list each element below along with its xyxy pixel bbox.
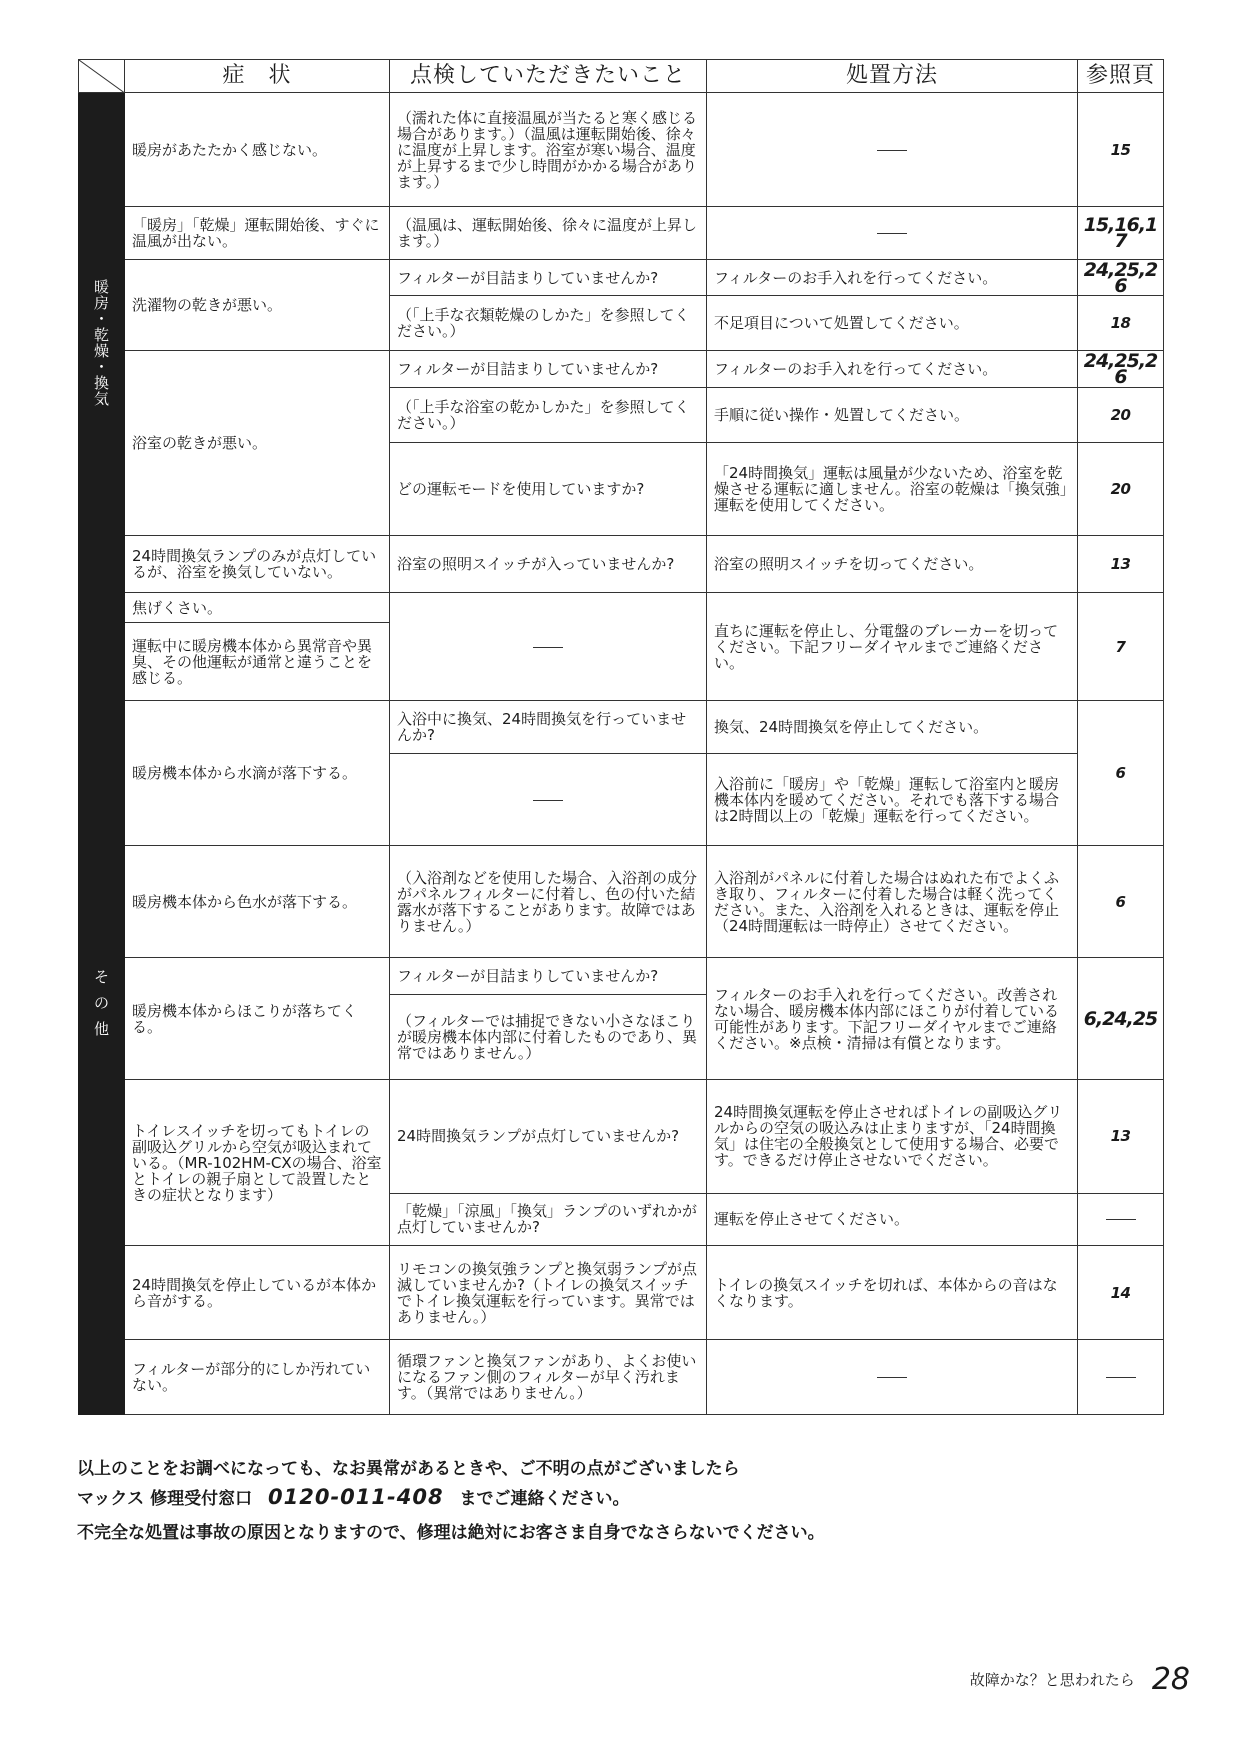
remedy-cell: 24時間換気運転を停止させればトイレの副吸込グリルからの空気の吸込みは止まりますが、「24時間換気」は住宅の全般換気として使用する場合、必要です。できるだけ停止させないでください。: [707, 1079, 1078, 1193]
ref-cell: 13: [1078, 535, 1164, 592]
remedy-cell: 「24時間換気」運転は風量が少ないため、浴室を乾燥させる運転に適しません。浴室の乾燥は「換気強」運転を使用してください。: [707, 442, 1078, 535]
table-row: [79, 592, 1164, 622]
check-cell: リモコンの換気強ランプと換気弱ランプが点滅していませんか?（トイレの換気スイッチでトイレ換気運転を行っています。異常ではありません。）: [390, 1246, 707, 1339]
page-number: 28: [1151, 1662, 1190, 1697]
remedy-cell: フィルターのお手入れを行ってください。改善されない場合、暖房機本体内部にほこりが付着している可能性があります。下記フリーダイヤルまでご連絡ください。※点検・清掃は有償となります。: [707, 958, 1078, 1080]
check-cell: （「上手な浴室の乾かしかた」を参照してください。）: [390, 387, 707, 442]
repair-desk-label: マックス 修理受付窓口: [77, 1489, 253, 1509]
symptom-cell: 24時間換気を停止しているが本体から音がする。: [125, 1246, 390, 1339]
ref-cell: 20: [1078, 387, 1164, 442]
footer-line-2: [77, 1484, 629, 1509]
ref-cell: 24,25,26: [1078, 259, 1164, 296]
header-ref: 参照頁: [1078, 60, 1164, 93]
check-cell: 浴室の照明スイッチが入っていませんか?: [390, 535, 707, 592]
remedy-cell: フィルターのお手入れを行ってください。: [707, 351, 1078, 388]
footer-line-1: 以上のことをお調べになっても、なお異常があるときや、ご不明の点がございましたら: [77, 1459, 740, 1479]
check-cell: （入浴剤などを使用した場合、入浴剤の成分がパネルフィルターに付着し、色の付いた結露水が落下することがあります。故障ではありません。）: [390, 846, 707, 958]
table-header-row: [79, 60, 1164, 93]
footer-line-3: 不完全な処置は事故の原因となりますので、修理は絶対にお客さま自身でなさらないでください。: [77, 1523, 825, 1543]
header-corner-cell: [79, 60, 125, 93]
remedy-cell: 手順に従い操作・処置してください。: [707, 387, 1078, 442]
ref-cell: 14: [1078, 1246, 1164, 1339]
category-heating: 暖 房 ・ 乾 燥 ・ 換 気: [79, 93, 125, 592]
remedy-none: [707, 207, 1078, 260]
check-cell: （温風は、運転開始後、徐々に温度が上昇します。）: [390, 207, 707, 260]
remedy-cell: 不足項目について処置してください。: [707, 296, 1078, 351]
table-row: [79, 351, 1164, 388]
ref-none: [1078, 1193, 1164, 1246]
remedy-none: [707, 93, 1078, 207]
ref-cell: 15,16,17: [1078, 207, 1164, 260]
contact-suffix: までご連絡ください。: [459, 1489, 630, 1509]
check-cell: （「上手な衣類乾燥のしかた」を参照してください。）: [390, 296, 707, 351]
remedy-cell: トイレの換気スイッチを切れば、本体からの音はなくなります。: [707, 1246, 1078, 1339]
remedy-cell: 換気、24時間換気を停止してください。: [707, 701, 1078, 754]
table-row: [79, 207, 1164, 260]
check-cell: フィルターが目詰まりしていませんか?: [390, 351, 707, 388]
symptom-cell: 暖房があたたかく感じない。: [125, 93, 390, 207]
table-row: [79, 701, 1164, 754]
ref-cell: 15: [1078, 93, 1164, 207]
category-other: そ の 他: [79, 592, 125, 1414]
table-row: [79, 93, 1164, 207]
table-row: [79, 535, 1164, 592]
dash-mark: [877, 150, 907, 151]
corner-diagonal: [79, 60, 124, 92]
symptom-cell: 暖房機本体から水滴が落下する。: [125, 701, 390, 846]
table-row: [79, 1339, 1164, 1414]
symptom-cell: 焦げくさい。: [125, 592, 390, 622]
section-title: 故障かな？と思われたら: [969, 1671, 1135, 1689]
ref-cell: 20: [1078, 442, 1164, 535]
check-cell: （フィルターでは捕捉できない小さなほこりが暖房機本体内部に付着したものであり、異常ではありません。）: [390, 994, 707, 1079]
ref-cell: 18: [1078, 296, 1164, 351]
ref-cell: 6,24,25: [1078, 958, 1164, 1080]
dash-mark: [877, 233, 907, 234]
remedy-cell: 入浴剤がパネルに付着した場合はぬれた布でよくふき取り、フィルターに付着した場合は軽く洗ってください。また、入浴剤を入れるときは、運転を停止（24時間運転は一時停止）させてください。: [707, 846, 1078, 958]
remedy-cell: 入浴前に「暖房」や「乾燥」運転して浴室内と暖房機本体内を暖めてください。それでも落下する場合は2時間以上の「乾燥」運転を行ってください。: [707, 754, 1078, 846]
table-row: [79, 846, 1164, 958]
check-cell: フィルターが目詰まりしていませんか?: [390, 259, 707, 296]
dash-mark: [1106, 1219, 1136, 1220]
symptom-cell: 運転中に暖房機本体から異常音や異臭、その他運転が通常と違うことを感じる。: [125, 623, 390, 701]
symptom-cell: フィルターが部分的にしか汚れていない。: [125, 1339, 390, 1414]
ref-cell: 7: [1078, 592, 1164, 701]
remedy-none: [707, 1339, 1078, 1414]
ref-none: [1078, 1339, 1164, 1414]
symptom-cell: 浴室の乾きが悪い。: [125, 351, 390, 536]
phone-number: 0120-011-408: [268, 1485, 444, 1509]
ref-cell: 24,25,26: [1078, 351, 1164, 388]
check-cell: （濡れた体に直接温風が当たると寒く感じる場合があります。）（温風は運転開始後、徐々に温度が上昇します。浴室が寒い場合、温度が上昇するまで少し時間がかかる場合があります。）: [390, 93, 707, 207]
ref-cell: 6: [1078, 701, 1164, 846]
check-cell: 24時間換気ランプが点灯していませんか?: [390, 1079, 707, 1193]
table-row: [79, 259, 1164, 296]
check-none: [390, 592, 707, 701]
check-none: [390, 754, 707, 846]
remedy-cell: 浴室の照明スイッチを切ってください。: [707, 535, 1078, 592]
symptom-cell: トイレスイッチを切ってもトイレの副吸込グリルから空気が吸込まれている。（MR-102HM-CXの場合、浴室とトイレの親子扇として設置したときの症状となります）: [125, 1079, 390, 1245]
symptom-cell: 暖房機本体から色水が落下する。: [125, 846, 390, 958]
ref-cell: 6: [1078, 846, 1164, 958]
check-cell: 循環ファンと換気ファンがあり、よくお使いになるファン側のフィルターが早く汚れます。（異常ではありません。）: [390, 1339, 707, 1414]
header-remedy: 処置方法: [707, 60, 1078, 93]
dash-mark: [533, 800, 563, 801]
table-row: [79, 958, 1164, 995]
dash-mark: [877, 1377, 907, 1378]
table-row: [79, 1246, 1164, 1339]
check-cell: 「乾燥」「涼風」「換気」ランプのいずれかが点灯していませんか?: [390, 1193, 707, 1246]
symptom-cell: 24時間換気ランプのみが点灯しているが、浴室を換気していない。: [125, 535, 390, 592]
dash-mark: [1106, 1377, 1136, 1378]
check-cell: フィルターが目詰まりしていませんか?: [390, 958, 707, 995]
check-cell: どの運転モードを使用していますか?: [390, 442, 707, 535]
symptom-cell: 洗濯物の乾きが悪い。: [125, 259, 390, 350]
ref-cell: 13: [1078, 1079, 1164, 1193]
table-row: [79, 1079, 1164, 1193]
page-footer: [970, 1662, 1190, 1697]
remedy-cell: 運転を停止させてください。: [707, 1193, 1078, 1246]
troubleshooting-table: [78, 59, 1164, 1415]
header-symptom: 症 状: [125, 60, 390, 93]
dash-mark: [533, 647, 563, 648]
symptom-cell: 暖房機本体からほこりが落ちてくる。: [125, 958, 390, 1080]
remedy-cell: 直ちに運転を停止し、分電盤のブレーカーを切ってください。下記フリーダイヤルまでご連絡ください。: [707, 592, 1078, 701]
remedy-cell: フィルターのお手入れを行ってください。: [707, 259, 1078, 296]
symptom-cell: 「暖房」「乾燥」運転開始後、すぐに温風が出ない。: [125, 207, 390, 260]
header-check: 点検していただきたいこと: [390, 60, 707, 93]
check-cell: 入浴中に換気、24時間換気を行っていませんか?: [390, 701, 707, 754]
